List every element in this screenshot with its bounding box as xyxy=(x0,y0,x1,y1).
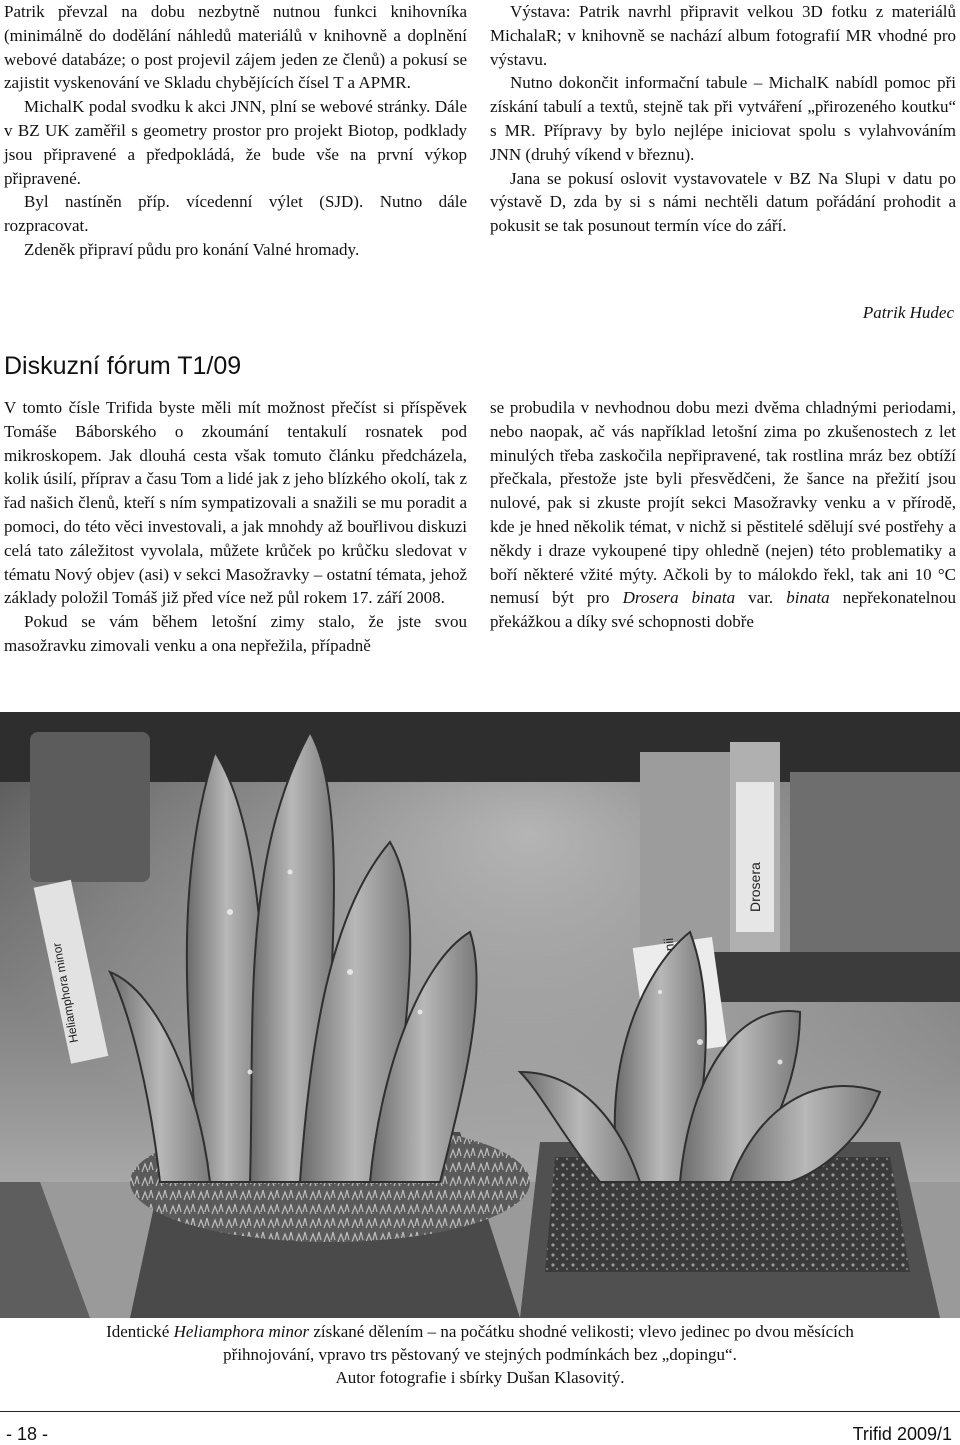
article-paragraph: se probudila v nevhodnou dobu mezi dvěma chladnými periodami, nebo naopak, ač vás například letošní zima po zkušenostech z let minulých třeba zaskočila nepřipravené, tak rostlina mráz bez obtíží přečkala, přestože jste byli přesvědčeni, že šance na přežití jsou nulové, pak si zkuste projít sekci Masožravky venku a v přírodě, kde je hned několik témat, v nichž si pěstitelé sdělují své postřehy a někdy i draze vykoupené tipy ohledně (nejen) této problematiky a boří některé vžité mýty. Ačkoli by to málokdo řekl, tak ani 10 °C nemusí být pro Drosera binata var. binata nepřekonatelnou překážkou a díky své schopnosti dobře xyxy=(490,398,956,632)
plant-label: Heliamphora minor xyxy=(49,941,81,1044)
article-right-column xyxy=(490,396,956,634)
page-number: - 18 - xyxy=(6,1424,49,1444)
article-left-column xyxy=(4,396,467,658)
article-paragraph: V tomto čísle Trifida byste měli mít možnost přečíst si příspěvek Tomáše Báborského o zkoumání tentakulí rosnatek pod mikroskopem. Jak dlouhá cesta však tomuto článku předcházela, kolik úsilí, příprav a času Tom a lidé jak z jeho blízkého okolí, tak z řad našich členů, kteří s ním sympatizovali a snažili se mu poradit a pomoci, do této věci investovali, a jak mnohdy až bouřlivou diskuzi celá tato záležitost vyvolala, můžete krůček po krůčku sledovat v tématu Nový objev (asi) v sekci Masožravky – ostatní témata, jehož základy položil Tomáš již před více než půl rokem 17. září 2008. xyxy=(4,398,467,608)
minutes-paragraph: Zdeněk připraví půdu pro konání Valné hromady. xyxy=(24,239,360,259)
caption-line: Identické Heliamphora minor získané dělením – na počátku shodné velikosti; vlevo jedinec po dvou měsících xyxy=(106,1322,854,1341)
caption-line: přihnojování, vpravo trs pěstovaný ve stejných podmínkách bez „dopingu“. xyxy=(223,1345,737,1364)
minutes-paragraph: Byl nastíněn příp. vícedenní výlet (SJD). Nutno dále rozpracovat. xyxy=(4,192,467,236)
minutes-paragraph: MichalK podal svodku k akci JNN, plní se webové stránky. Dále v BZ UK zaměřil s geometry prostor pro projekt Biotop, podklady jsou připravené a předpokládá, že bude vše na první výkop připravené. xyxy=(4,97,467,188)
minutes-paragraph: Patrik převzal na dobu nezbytně nutnou funkci knihovníka (minimálně do dodělání náhledů materiálů v knihovně a doplnění webové databáze; o post projevil zájem jeden ze členů) a pokusí se zajistit vyskenování ve Skladu chybějících čísel T a APMR. xyxy=(4,2,467,93)
issue-label: Trifid 2009/1 xyxy=(852,1424,952,1444)
author-signature: Patrik Hudec xyxy=(862,303,954,322)
minutes-paragraph: Jana se pokusí oslovit vystavovatele v BZ Na Slupi v datu po výstavě D, zda by si s námi nechtěli datum pořádání prohodit a pokusit se tak posunout termín více do září. xyxy=(490,168,956,236)
page-footer xyxy=(0,1411,960,1445)
minutes-paragraph: Nutno dokončit informační tabule – MichalK nabídl pomoc při získání tabulí a textů, stejně tak při vytváření „přirozeného koutku“ s MR. Přípravy by bylo nejlépe iniciovat spolu s vylahvováním JNN (druhý víkend v březnu). xyxy=(490,73,956,164)
caption-credit: Autor fotografie i sbírky Dušan Klasovitý. xyxy=(335,1368,625,1387)
article-paragraph: Pokud se vám během letošní zimy stalo, že jste svou masožravku zimovali venku a ona nepřežila, případně xyxy=(4,612,467,655)
variety-name: binata xyxy=(786,588,830,608)
minutes-left-column xyxy=(4,0,467,262)
heliamphora-photo xyxy=(0,712,960,1318)
minutes-paragraph: Výstava: Patrik navrhl připravit velkou 3D fotku z materiálů MichalaR; v knihovně se nachází album fotografií MR vhodné pro výstavu. xyxy=(490,2,956,69)
photo-caption xyxy=(0,1320,960,1389)
caption-species: Heliamphora minor xyxy=(173,1322,310,1341)
minutes-right-column xyxy=(490,0,956,238)
section-heading: Diskuzní fórum T1/09 xyxy=(4,352,242,380)
species-name: Drosera binata xyxy=(622,588,736,608)
plant-label: Drosera xyxy=(747,862,763,912)
